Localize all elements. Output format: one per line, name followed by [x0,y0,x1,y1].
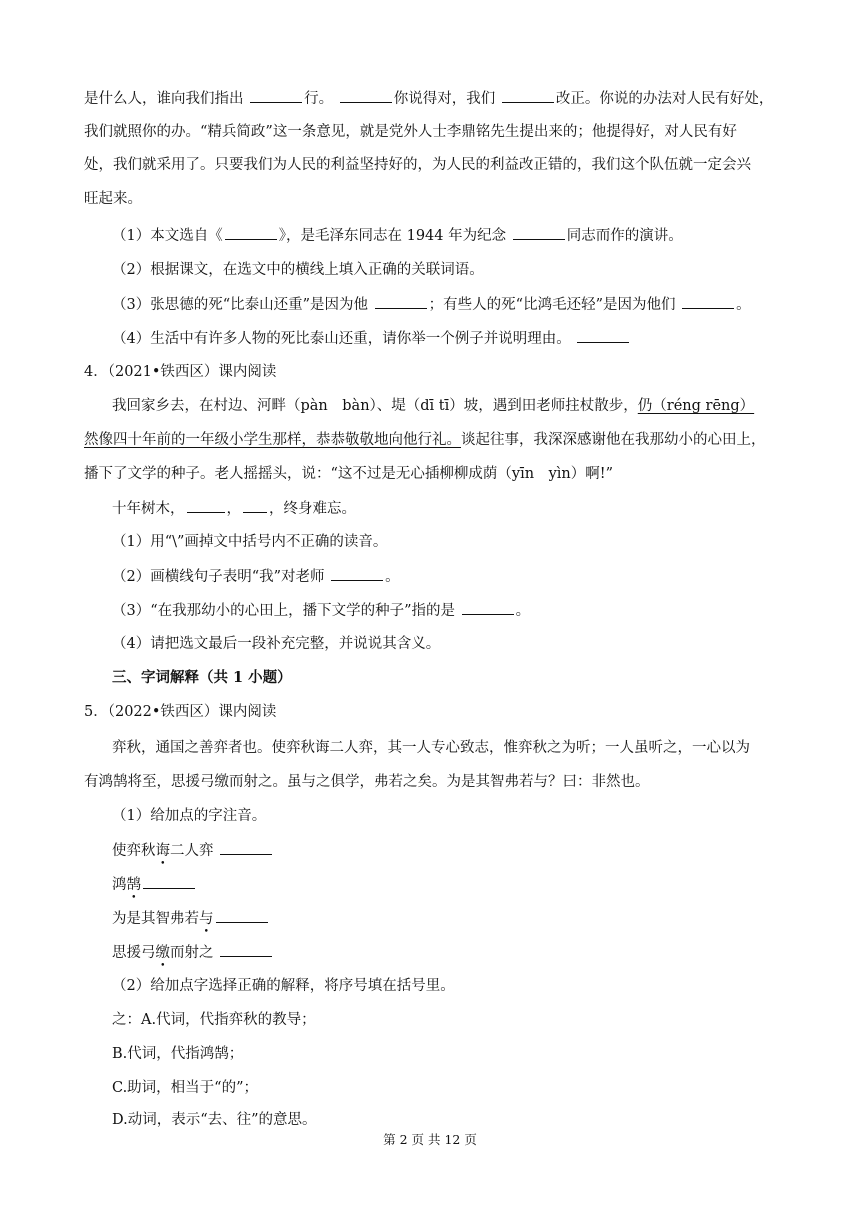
text: 。 [515,603,531,619]
answer-blank[interactable] [331,566,383,581]
dotted-char: 诲 [155,843,170,859]
answer-blank[interactable] [375,294,427,309]
option-line: D.动词，表示“去、往”的意思。 [112,1112,317,1128]
dotted-char: 与 [199,911,214,927]
answer-blank[interactable] [220,840,272,855]
text: 为是其智弗若 [112,911,199,927]
text: 而射之 [170,945,214,961]
text: （2）画横线句子表明“我”对老师 [112,569,325,585]
answer-blank[interactable] [250,88,302,103]
answer-blank[interactable] [243,498,267,513]
underlined-sentence: 仍（réng rēng） [637,398,755,414]
question-4 [112,328,631,349]
question-2 [112,566,400,587]
text: 谈起往事，我深深感谢他在我那幼小的心田上， [461,432,766,448]
answer-blank[interactable] [340,88,392,103]
answer-blank[interactable] [462,600,514,615]
word-item [112,908,270,929]
dotted-char: 鹄 [126,877,141,893]
question-1 [112,225,683,246]
question-heading: 5．（2022•铁西区）课内阅读 [84,704,277,720]
text: 二人弈 [170,843,214,859]
option-line: C.助词，相当于“的”； [112,1080,259,1096]
text: 是什么人，谁向我们指出 [84,91,244,107]
passage-line: 弈秋，通国之善弈者也。使弈秋诲二人弈，其一人专心致志，惟弈秋之为听；一人虽听之，一心以为 [112,740,750,756]
question-4: （4）请把选文最后一段补充完整，并说说其含义。 [112,636,441,652]
question-3 [112,600,530,621]
section-heading: 三、字词解释（共 1 小题） [112,669,292,686]
text: ；有些人的死“比鸿毛还轻”是因为他们 [428,297,676,313]
text: 十年树木， [112,501,185,517]
answer-blank[interactable] [187,498,225,513]
question-2: （2）根据课文，在选文中的横线上填入正确的关联词语。 [112,262,484,278]
answer-blank[interactable] [502,88,554,103]
word-item [112,874,197,895]
passage-line [84,88,773,109]
word-item [112,840,274,861]
text: 同志而作的演讲。 [566,228,683,244]
dotted-char: 缴 [155,945,170,961]
passage-line: 处，我们就采用了。只要我们为人民的利益坚持好的，为人民的利益改正错的，我们这个队伍就一定会兴 [84,157,751,173]
question-3 [112,294,751,315]
question-1: （1）用“\”画掉文中括号内不正确的读音。 [112,534,388,550]
passage-line: 我们就照你的办。“精兵简政”这一条意见，就是党外人士李鼎铭先生提出来的；他提得好，对人民有好 [84,124,737,140]
answer-blank[interactable] [225,225,277,240]
passage-line: 播下了文学的种子。老人摇摇头，说：“这不过是无心插柳柳成荫（yīn yìn）啊!” [84,466,613,482]
answer-blank[interactable] [220,942,272,957]
text: 思援弓 [112,945,156,961]
word-item [112,942,274,963]
text: （3）张思德的死“比泰山还重”是因为他 [112,297,369,313]
question-heading: 4．（2021•铁西区）课内阅读 [84,364,277,380]
text: 改正。你说的办法对人民有好处， [555,91,774,107]
option-line: 之：A.代词，代指弈秋的教导； [112,1012,316,1028]
answer-blank[interactable] [143,874,195,889]
text: 你说得对，我们 [393,91,496,107]
text: （3）“在我那幼小的心田上，播下文学的种子”指的是 [112,603,456,619]
text: 我回家乡去，在村边、河畔（pàn bàn）、堤（dī tī）坡，遇到田老师拄杖散步， [112,398,638,414]
passage-line [84,430,766,450]
passage-line: 旺起来。 [84,191,142,207]
question-2: （2）给加点字选择正确的解释，将序号填在括号里。 [112,978,455,994]
passage-line [112,498,356,519]
question-1: （1）给加点的字注音。 [112,808,267,824]
answer-blank[interactable] [216,908,268,923]
answer-blank[interactable] [682,294,734,309]
passage-line [112,396,754,416]
answer-blank[interactable] [513,225,565,240]
text: 。 [736,297,751,313]
text: 行。 [304,91,334,107]
text: （4）生活中有许多人物的死比泰山还重，请你举一个例子并说明理由。 [112,331,571,347]
text: 使弈秋 [112,843,156,859]
text: ，终身难忘。 [269,501,356,517]
underlined-sentence: 然像四十年前的一年级小学生那样，恭恭敬敬地向他行礼。 [84,432,461,448]
passage-line: 有鸿鹄将至，思援弓缴而射之。虽与之俱学，弗若之矣。为是其智弗若与？曰：非然也。 [84,774,650,790]
text: ， [226,501,241,517]
answer-blank[interactable] [577,328,629,343]
page-footer: 第 2 页 共 12 页 [383,1132,477,1147]
text: 。 [385,569,400,585]
text: （1）本文选自《 [112,228,223,244]
option-line: B.代词，代指鸿鹄； [112,1046,244,1062]
text: 》，是毛泽东同志在 1944 年为纪念 [278,228,507,244]
text: 鸿 [112,877,127,893]
